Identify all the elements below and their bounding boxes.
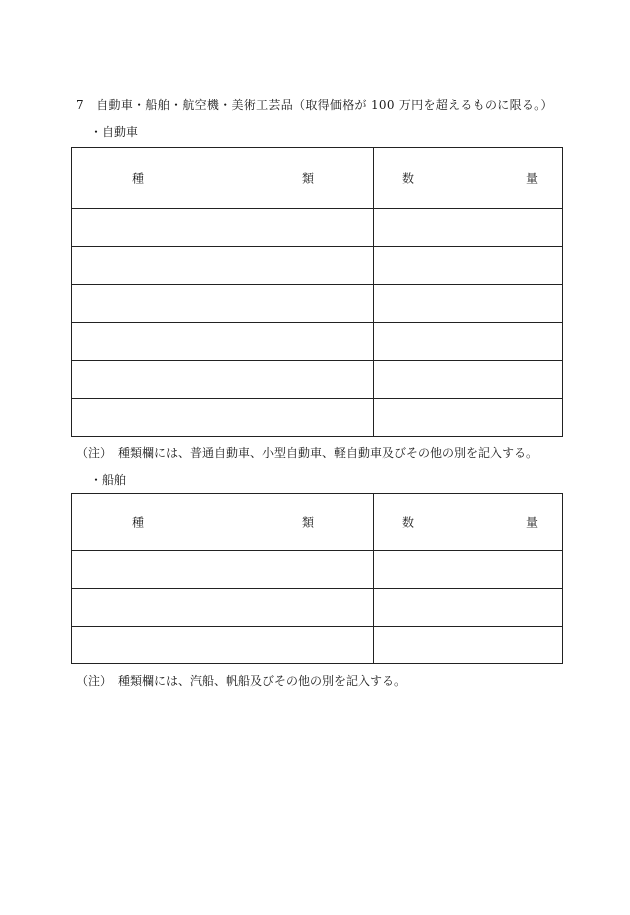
ship-heading: ・船舶 xyxy=(90,473,127,487)
ship-qty-cell[interactable] xyxy=(374,551,563,589)
automobile-type-cell[interactable] xyxy=(72,247,374,285)
table-row xyxy=(72,247,563,285)
automobile-type-cell[interactable] xyxy=(72,361,374,399)
automobile-qty-cell[interactable] xyxy=(374,361,563,399)
automobile-col-type-char2: 類 xyxy=(302,171,315,186)
ship-col-type-char1: 種 xyxy=(132,515,145,530)
automobile-note: （注） 種類欄には、普通自動車、小型自動車、軽自動車及びその他の別を記入する。 xyxy=(76,446,539,460)
ship-note: （注） 種類欄には、汽船、帆船及びその他の別を記入する。 xyxy=(76,674,407,688)
automobile-col-type-char1: 種 xyxy=(132,171,145,186)
ship-qty-cell[interactable] xyxy=(374,627,563,664)
ship-col-qty-char2: 量 xyxy=(526,515,539,530)
automobile-qty-cell[interactable] xyxy=(374,285,563,323)
table-row xyxy=(72,589,563,627)
automobile-table xyxy=(71,147,563,437)
automobile-type-cell[interactable] xyxy=(72,285,374,323)
automobile-col-type-header xyxy=(72,148,374,209)
table-row xyxy=(72,361,563,399)
ship-col-qty-char1: 数 xyxy=(402,515,415,530)
automobile-type-cell[interactable] xyxy=(72,209,374,247)
ship-type-cell[interactable] xyxy=(72,589,374,627)
table-row xyxy=(72,285,563,323)
table-row xyxy=(72,551,563,589)
ship-col-type-header xyxy=(72,494,374,551)
automobile-col-qty-char2: 量 xyxy=(526,171,539,186)
section-title: 7 自動車・船舶・航空機・美術工芸品（取得価格が 100 万円を超えるものに限る。） xyxy=(76,98,553,112)
automobile-table-header xyxy=(72,148,563,209)
table-row xyxy=(72,323,563,361)
table-row xyxy=(72,627,563,664)
ship-table xyxy=(71,493,563,664)
ship-col-type-char2: 類 xyxy=(302,515,315,530)
automobile-qty-cell[interactable] xyxy=(374,209,563,247)
ship-type-cell[interactable] xyxy=(72,627,374,664)
automobile-qty-cell[interactable] xyxy=(374,247,563,285)
automobile-heading: ・自動車 xyxy=(90,125,139,139)
automobile-col-qty-char1: 数 xyxy=(402,171,415,186)
automobile-col-qty-header xyxy=(374,148,563,209)
automobile-type-cell[interactable] xyxy=(72,323,374,361)
table-row xyxy=(72,209,563,247)
automobile-qty-cell[interactable] xyxy=(374,323,563,361)
ship-col-qty-header xyxy=(374,494,563,551)
ship-table-header xyxy=(72,494,563,551)
table-row xyxy=(72,399,563,437)
automobile-qty-cell[interactable] xyxy=(374,399,563,437)
automobile-type-cell[interactable] xyxy=(72,399,374,437)
ship-type-cell[interactable] xyxy=(72,551,374,589)
ship-qty-cell[interactable] xyxy=(374,589,563,627)
